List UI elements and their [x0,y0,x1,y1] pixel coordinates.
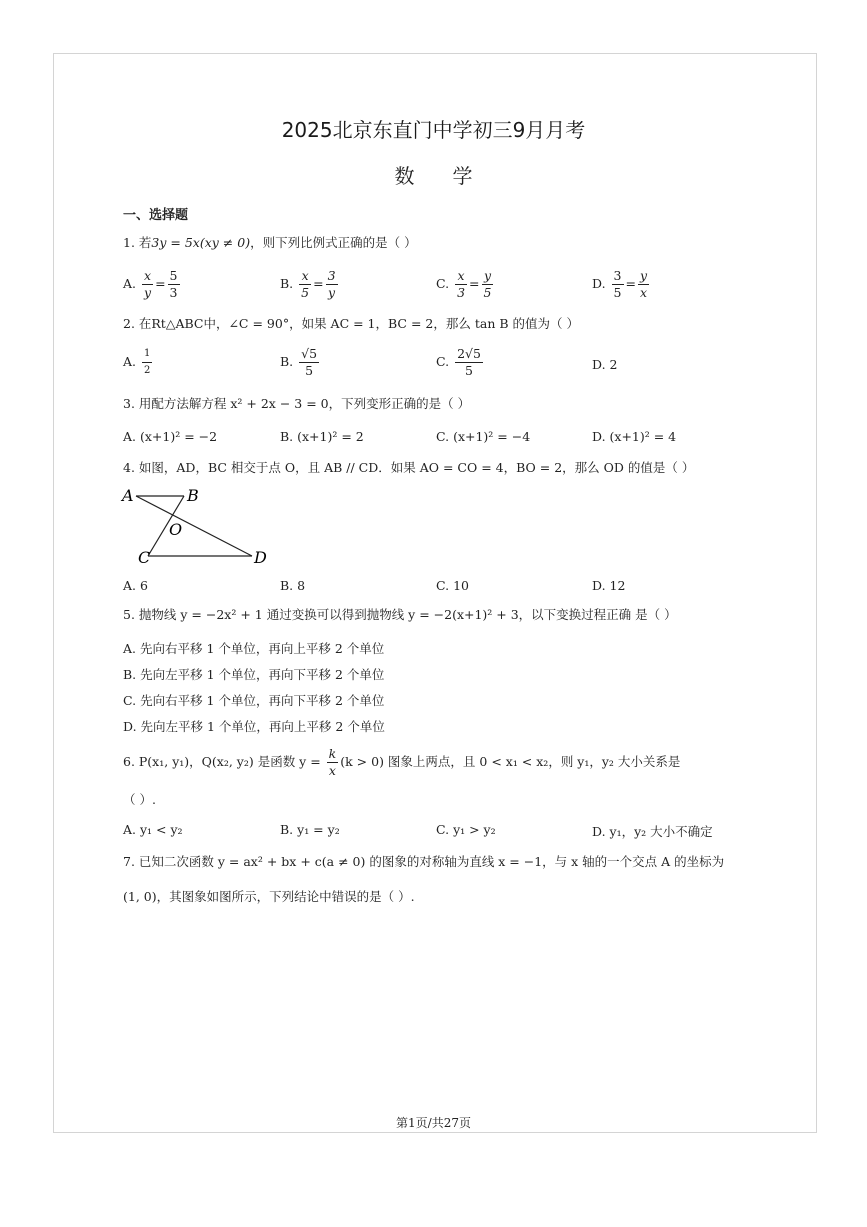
denominator: x [639,285,648,300]
q3-option-d: D. (x+1)² = 4 [592,429,677,444]
denominator: 5 [301,285,310,300]
denominator: 3 [457,285,466,300]
denominator: 5 [465,363,473,378]
q6-option-c: C. y₁ > y₂ [436,822,496,837]
fraction [638,268,649,301]
q2-option-c [436,346,485,379]
option-label: C. [436,354,450,369]
option-label: C. [436,276,450,291]
q5-option-d: D. 先向左平移 1 个单位，再向上平移 2 个单位 [123,719,385,734]
option-label: A. [123,354,137,369]
q2-option-b [280,346,321,379]
subject-title: 数学 [394,164,511,188]
fraction [455,346,483,379]
q1-prefix: 1. 若 [123,235,152,250]
fraction [327,746,339,779]
q4-option-b: B. 8 [280,578,306,593]
q1-stem: ，则下列比例式正确的是（ ） [250,235,417,250]
page-footer: 第1页/共27页 [396,1116,471,1130]
q4-option-d: D. 12 [592,578,626,593]
numerator: x [299,268,311,285]
question-6 [123,746,680,779]
numerator: k [328,746,337,761]
label-o: O [169,520,183,539]
q1-option-a: A. $\frac{x}{y}$ = $\frac{5}{3}$ [123,268,178,300]
q6-stem-c: （ ）. [123,792,156,807]
q1-option-d: D. $\frac{3}{5}$ = $\frac{y}{x}$ [592,268,648,300]
question-2: 2. 在Rt△ABC中，∠C = 90°，如果 AC = 1，BC = 2，那么 tan B 的值为（ ） [123,316,579,331]
q6-stem-a: 6. P(x₁, y₁)，Q(x₂, y₂) 是函数 y = [123,754,321,769]
denominator: 5 [305,363,314,378]
label-d: D [254,548,267,567]
q1-condition: 3y = 5x(xy ≠ 0) [151,235,251,250]
fraction [326,268,338,301]
q3-option-b: B. (x+1)² = 2 [280,429,364,444]
numerator: y [639,268,648,283]
q3-option-a: A. (x+1)² = −2 [123,429,218,444]
q6-stem-b: (k > 0) 图象上两点，且 0 < x₁ < x₂，则 y₁，y₂ 大小关系是 [340,754,681,769]
denominator: x [328,763,336,778]
q6-option-b: B. y₁ = y₂ [280,822,340,837]
q3-option-c: C. (x+1)² = −4 [436,429,531,444]
numerator: 3 [327,268,336,283]
section-heading: 一、选择题 [123,208,189,223]
question-7-line-1: 7. 已知二次函数 y = ax² + bx + c(a ≠ 0) 的图象的对称轴为直线 x = −1，与 x 轴的一个交点 A 的坐标为 [123,854,725,869]
label-a: A [122,486,134,505]
fraction [299,346,319,379]
numerator: 5 [169,268,178,283]
option-label: B. [280,354,294,369]
numerator: √5 [301,346,318,361]
fraction [612,268,624,301]
fraction [142,268,153,301]
question-7-line-2: (1, 0)，其图象如图所示，下列结论中错误的是（ ）. [123,889,415,904]
q4-option-a: A. 6 [123,578,148,593]
fraction [482,268,494,301]
numerator: 3 [613,268,622,283]
numerator: 1 [142,346,152,363]
option-label: B. [280,276,294,291]
question-1 [123,235,417,251]
question-4: 4. 如图，AD，BC 相交于点 O，且 AB // CD．如果 AO = CO = 4，BO = 2，那么 OD 的值是（ ） [123,460,695,475]
q6-option-a: A. y₁ < y₂ [123,822,183,837]
denominator: y [144,285,152,300]
denominator: y [328,285,336,300]
denominator: 5 [613,285,622,300]
q4-figure [118,484,278,568]
label-b: B [187,486,199,505]
denominator: 2 [144,365,151,376]
numerator: x [144,268,152,283]
denominator: 3 [169,285,178,300]
fraction [299,268,311,301]
denominator: 5 [483,285,492,300]
q1-option-b: B. $\frac{x}{5}$ = $\frac{3}{y}$ [280,268,336,300]
q5-option-b: B. 先向左平移 1 个单位，再向下平移 2 个单位 [123,667,385,682]
numerator: y [482,268,494,285]
numerator: x [455,268,467,285]
q6-option-d: D. y₁，y₂ 大小不确定 [592,824,713,839]
page-title: 2025北京东直门中学初三9月月考 [281,118,586,142]
q2-option-a [123,346,154,379]
q1-option-c: C. $\frac{x}{3}$ = $\frac{y}{5}$ [436,268,492,300]
option-label: D. [592,276,606,291]
option-label: A. [123,276,137,291]
fraction [455,268,467,301]
q2-option-d: D. 2 [592,357,618,372]
fraction [168,268,180,301]
fraction [142,346,152,379]
question-3: 3. 用配方法解方程 x² + 2x − 3 = 0，下列变形正确的是（ ） [123,396,471,411]
q5-option-c: C. 先向右平移 1 个单位，再向下平移 2 个单位 [123,693,385,708]
label-c: C [138,548,151,567]
numerator: 2√5 [457,346,481,361]
q4-option-c: C. 10 [436,578,469,593]
question-5: 5. 抛物线 y = −2x² + 1 通过变换可以得到抛物线 y = −2(x+1)² + 3，以下变换过程正确 是（ ） [123,607,677,622]
q5-option-a: A. 先向右平移 1 个单位，再向上平移 2 个单位 [123,641,385,656]
